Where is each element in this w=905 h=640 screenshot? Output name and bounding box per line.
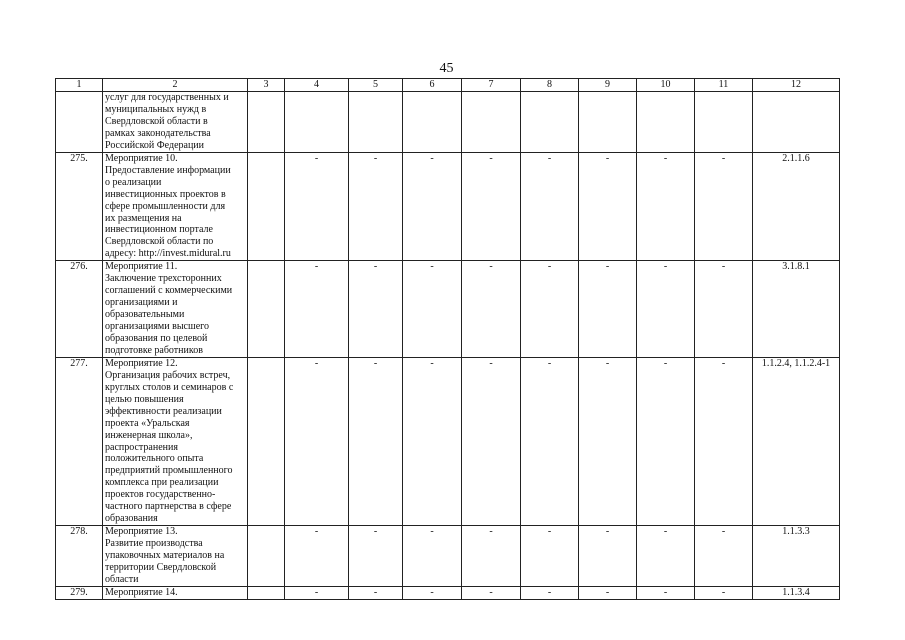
value-cell-col-4: -: [285, 261, 349, 358]
table-row: [56, 586, 840, 599]
page-number: 45: [439, 61, 454, 76]
column-header-9: 9: [579, 79, 637, 92]
column-header-6: 6: [403, 79, 462, 92]
value-cell-col-8: -: [521, 358, 579, 526]
value-cell-col-10: [637, 92, 695, 153]
value-cell-col-9: [579, 92, 637, 153]
activity-name-line: положительного опыта: [105, 453, 204, 465]
table-row: [56, 153, 840, 261]
value-cell-col-5: -: [349, 586, 403, 599]
row-number: [56, 92, 103, 153]
activity-name-line: сфере промышленности для: [105, 200, 226, 212]
value-cell-col-11: -: [695, 586, 753, 599]
value-cell-col-9: -: [579, 153, 637, 261]
value-cell-col-11: -: [695, 153, 753, 261]
value-cell-col-5: -: [349, 526, 403, 587]
column-header-2: 2: [103, 79, 248, 92]
activity-name: [103, 358, 248, 526]
activity-name-line: Заключение трехсторонних: [105, 273, 222, 285]
activity-name-line: инженерная школа»,: [105, 429, 193, 441]
table-header: [56, 79, 840, 92]
column-header-4: 4: [285, 79, 349, 92]
activity-name-line: упаковочных материалов на: [105, 549, 225, 561]
value-cell-col-8: [521, 92, 579, 153]
target-code: 3.1.8.1: [753, 261, 840, 358]
value-cell-col-11: [695, 92, 753, 153]
activity-name-line: проектов государственно-: [105, 489, 216, 501]
activity-name-line: образовательными: [105, 308, 185, 320]
value-cell-col-8: -: [521, 153, 579, 261]
value-cell-col-9: -: [579, 526, 637, 587]
value-cell-col-4: -: [285, 586, 349, 599]
table-body: [56, 92, 840, 600]
activity-name-line: Мероприятие 14.: [105, 586, 178, 598]
column-header-11: 11: [695, 79, 753, 92]
column-header-8: 8: [521, 79, 579, 92]
value-cell-col-10: -: [637, 526, 695, 587]
value-cell-col-6: -: [403, 526, 462, 587]
activity-name-line: распространения: [105, 441, 178, 453]
value-cell-col-4: -: [285, 153, 349, 261]
value-cell-col-7: -: [462, 358, 521, 526]
activity-name-line: круглых столов и семинаров с: [105, 381, 234, 393]
column-header-10: 10: [637, 79, 695, 92]
column-3-cell: [248, 586, 285, 599]
activity-name: [103, 261, 248, 358]
target-code: 1.1.2.4, 1.1.2.4-1: [753, 358, 840, 526]
column-3-cell: [248, 153, 285, 261]
activity-name-line: Развитие производства: [105, 538, 203, 550]
column-3-cell: [248, 526, 285, 587]
activity-name-line: Организация рабочих встреч,: [105, 370, 231, 382]
column-3-cell: [248, 92, 285, 153]
value-cell-col-5: -: [349, 358, 403, 526]
activity-name-line: Мероприятие 10.: [105, 153, 178, 164]
activity-name-line: образования по целевой: [105, 332, 208, 344]
target-code: 1.1.3.3: [753, 526, 840, 587]
activity-name-line: Российской Федерации: [105, 139, 205, 151]
value-cell-col-8: -: [521, 586, 579, 599]
activity-name-line: области: [105, 573, 139, 585]
value-cell-col-5: -: [349, 153, 403, 261]
target-code: 1.1.3.4: [753, 586, 840, 599]
value-cell-col-10: -: [637, 358, 695, 526]
value-cell-col-9: -: [579, 586, 637, 599]
value-cell-col-4: [285, 92, 349, 153]
column-header-7: 7: [462, 79, 521, 92]
value-cell-col-11: -: [695, 526, 753, 587]
activity-name-line: образования: [105, 512, 158, 524]
activity-name-line: организациями высшего: [105, 320, 209, 332]
activity-name-line: инвестиционных проектов в: [105, 188, 226, 200]
activity-name-line: услуг для государственных и: [105, 92, 229, 103]
value-cell-col-4: -: [285, 526, 349, 587]
activity-name-line: целью повышения: [105, 393, 184, 405]
activity-name: [103, 586, 248, 599]
value-cell-col-7: -: [462, 153, 521, 261]
value-cell-col-10: -: [637, 153, 695, 261]
activity-name-line: Мероприятие 12.: [105, 358, 178, 370]
activity-name-line: рамках законодательства: [105, 127, 211, 139]
activity-name-line: Предоставление информации: [105, 164, 231, 176]
value-cell-col-11: -: [695, 358, 753, 526]
activity-name-line: инвестиционном портале: [105, 224, 213, 236]
table-row: [56, 358, 840, 526]
activity-name-line: Свердловской области в: [105, 115, 208, 127]
column-header-1: 1: [56, 79, 103, 92]
activity-name-line: муниципальных нужд в: [105, 103, 207, 115]
table-row: [56, 92, 840, 153]
value-cell-col-10: -: [637, 586, 695, 599]
value-cell-col-6: -: [403, 153, 462, 261]
activity-name-line: Мероприятие 11.: [105, 261, 178, 273]
header-row: [56, 79, 840, 92]
value-cell-col-6: -: [403, 586, 462, 599]
activity-name-line: эффективности реализации: [105, 405, 222, 417]
value-cell-col-5: -: [349, 261, 403, 358]
activity-name-line: подготовке работников: [105, 344, 203, 356]
column-header-5: 5: [349, 79, 403, 92]
value-cell-col-8: -: [521, 526, 579, 587]
activity-name: [103, 153, 248, 261]
activity-name-line: Мероприятие 13.: [105, 526, 178, 538]
row-number: 275.: [56, 153, 103, 261]
activity-name-line: их размещения на: [105, 212, 182, 224]
activity-name: [103, 92, 248, 153]
value-cell-col-6: -: [403, 261, 462, 358]
activity-name-line: территории Свердловской: [105, 561, 217, 573]
value-cell-col-10: -: [637, 261, 695, 358]
table-row: [56, 261, 840, 358]
value-cell-col-7: [462, 92, 521, 153]
target-code: 2.1.1.6: [753, 153, 840, 261]
row-number: 277.: [56, 358, 103, 526]
activity-name-line: организациями и: [105, 296, 178, 308]
table-row: [56, 526, 840, 587]
row-number: 279.: [56, 586, 103, 599]
value-cell-col-7: -: [462, 261, 521, 358]
activity-name-line: Свердловской области по: [105, 236, 214, 248]
activity-name: [103, 526, 248, 587]
value-cell-col-7: -: [462, 586, 521, 599]
row-number: 278.: [56, 526, 103, 587]
column-header-12: 12: [753, 79, 840, 92]
value-cell-col-6: -: [403, 358, 462, 526]
activity-name-line: адресу: http://invest.midural.ru: [105, 248, 231, 260]
activity-name-line: соглашений с коммерческими: [105, 284, 233, 296]
value-cell-col-9: -: [579, 358, 637, 526]
target-code: [753, 92, 840, 153]
activities-table: [55, 78, 840, 600]
value-cell-col-4: -: [285, 358, 349, 526]
value-cell-col-7: -: [462, 526, 521, 587]
activity-name-line: комплекса при реализации: [105, 477, 219, 489]
column-header-3: 3: [248, 79, 285, 92]
value-cell-col-5: [349, 92, 403, 153]
activity-name-line: предприятий промышленного: [105, 465, 233, 477]
activity-name-line: о реализации: [105, 176, 162, 188]
column-3-cell: [248, 358, 285, 526]
value-cell-col-9: -: [579, 261, 637, 358]
value-cell-col-11: -: [695, 261, 753, 358]
value-cell-col-6: [403, 92, 462, 153]
value-cell-col-8: -: [521, 261, 579, 358]
row-number: 276.: [56, 261, 103, 358]
activity-name-line: проекта «Уральская: [105, 417, 190, 429]
column-3-cell: [248, 261, 285, 358]
activity-name-line: частного партнерства в сфере: [105, 501, 232, 513]
